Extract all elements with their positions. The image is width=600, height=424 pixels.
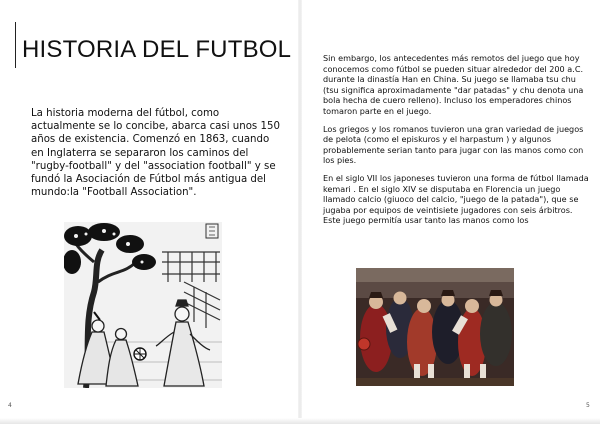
- intro-paragraph: La historia moderna del fútbol, como actualmente se lo concibe, abarca casi unos 150 años de existencia. Comenzó en 1863, cuando en Inglaterra se separaron los caminos del "rugby-football" y del "association football" y se fundó la Asociación de Fútbol más antigua del mundo:la "Football Association".: [31, 108, 280, 199]
- chinese-tsu-chu-illustration: [64, 222, 222, 388]
- page-title: HISTORIA DEL FUTBOL: [22, 36, 292, 63]
- right-text-column: [323, 53, 589, 233]
- page-number-right: 5: [586, 402, 590, 409]
- page-number-left: 4: [8, 402, 12, 409]
- right-page: [300, 0, 600, 424]
- page-bottom-shadow: [0, 418, 600, 424]
- calcio-painting: [356, 268, 514, 386]
- paragraph-greeks-romans: Los griegos y los romanos tuvieron una gran variedad de juegos de pelota (como el episkuros y el harpastum ) y algunos probablemente serian tanto para jugar con las manos como con los pies.: [323, 123, 584, 166]
- paragraph-kemari-calcio: En el siglo VII los japoneses tuvieron una forma de fútbol llamada kemari . En el siglo XIV se disputaba en Florencia un juego llamado calcio (giuoco del calcio, "juego de la patada"), que se jugaba por equipos de veintisiete jugadores con seis árbitros. Este juego permitía usar tanto las manos como los: [323, 172, 589, 226]
- paragraph-han-dynasty: Sin embargo, los antecedentes más remotos del juego que hoy conocemos como fútbol se pueden situar alrededor del 200 a.C. durante la dinastía Han en China. Su juego se llamaba tsu chu (tsu significa aproximadamente "dar patadas" y chu denota una bola hecha de cuero relleno). Incluso los emperadores chinos tomaron parte en el juego.: [323, 53, 584, 116]
- title-rule: [15, 22, 16, 68]
